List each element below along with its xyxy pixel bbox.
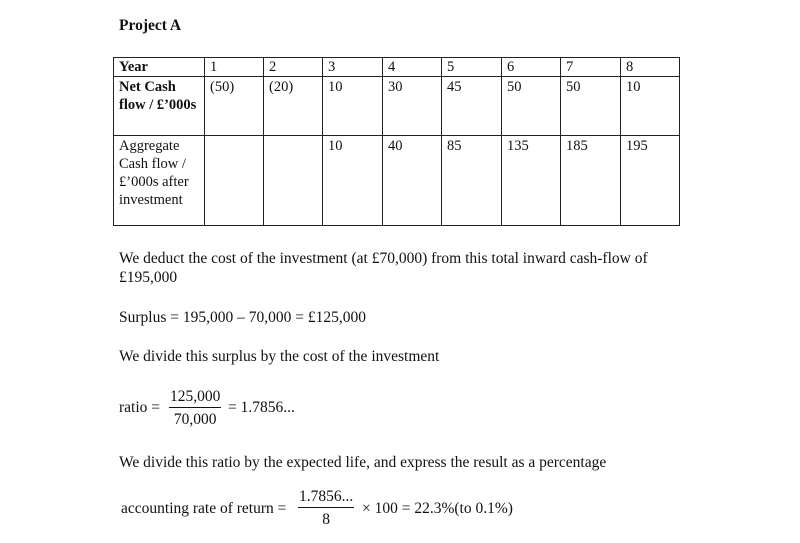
ratio-rhs: = 1.7856... — [228, 399, 295, 416]
arr-fraction — [298, 487, 354, 529]
deduct-paragraph: We deduct the cost of the investment (at £70,000) from this total inward cash-flow of £195,000 — [119, 250, 648, 286]
ratio-denominator: 70,000 — [173, 411, 217, 428]
table-row — [114, 136, 680, 226]
table-header-row — [114, 58, 680, 77]
year-cell: 4 — [383, 58, 442, 77]
table-cell: (50) — [205, 77, 264, 136]
table-cell: 135 — [502, 136, 561, 226]
page-title: Project A — [119, 17, 182, 34]
ratio-lhs: ratio = — [119, 399, 161, 416]
year-header: Year — [114, 58, 205, 77]
table-cell — [205, 136, 264, 226]
row-label: Aggregate Cash flow / £’000s after investment — [114, 136, 205, 226]
arr-numerator: 1.7856... — [298, 487, 354, 508]
table-cell: 40 — [383, 136, 442, 226]
arr-lhs: accounting rate of return = — [121, 500, 287, 517]
table-cell: (20) — [264, 77, 323, 136]
table-cell: 185 — [561, 136, 621, 226]
table-cell: 45 — [442, 77, 502, 136]
year-cell: 7 — [561, 58, 621, 77]
ratio-numerator: 125,000 — [169, 387, 221, 408]
table-cell — [264, 136, 323, 226]
surplus-equation: Surplus = 195,000 – 70,000 = £125,000 — [119, 309, 366, 326]
year-cell: 2 — [264, 58, 323, 77]
divide-paragraph: We divide this surplus by the cost of the investment — [119, 348, 440, 365]
cash-flow-table — [113, 57, 680, 226]
arr-rhs: × 100 = 22.3%(to 0.1%) — [362, 500, 513, 517]
table-cell: 10 — [323, 77, 383, 136]
table-cell: 10 — [323, 136, 383, 226]
ratio-fraction — [169, 387, 221, 429]
table-cell: 85 — [442, 136, 502, 226]
year-cell: 5 — [442, 58, 502, 77]
year-cell: 1 — [205, 58, 264, 77]
year-cell: 8 — [621, 58, 680, 77]
year-cell: 3 — [323, 58, 383, 77]
table-cell: 50 — [561, 77, 621, 136]
year-cell: 6 — [502, 58, 561, 77]
table-cell: 50 — [502, 77, 561, 136]
row-label: Net Cash flow / £’000s — [114, 77, 205, 136]
table-cell: 30 — [383, 77, 442, 136]
life-paragraph: We divide this ratio by the expected life, and express the result as a percentage — [119, 454, 607, 471]
arr-denominator: 8 — [322, 511, 330, 528]
table-cell: 195 — [621, 136, 680, 226]
table-cell: 10 — [621, 77, 680, 136]
table-row — [114, 77, 680, 136]
